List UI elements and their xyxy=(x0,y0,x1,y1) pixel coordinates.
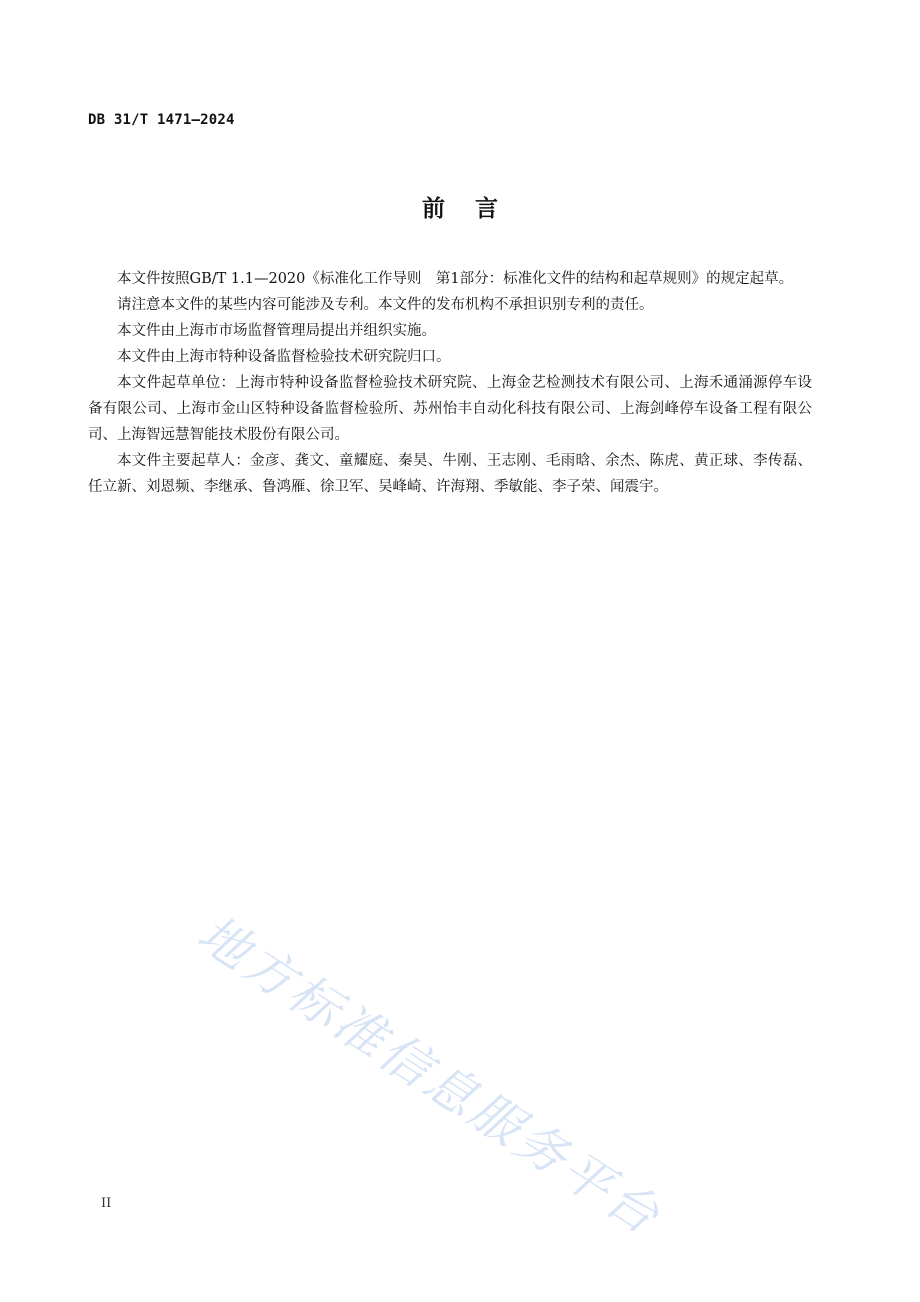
section-title: 前言 xyxy=(422,196,528,222)
paragraph-patent-notice: 请注意本文件的某些内容可能涉及专利。本文件的发布机构不承担识别专利的责任。 xyxy=(117,297,654,313)
watermark: 地方标准信息服务平台 xyxy=(187,904,672,1247)
paragraph-drafting-rules: 本文件按照GB/T 1.1—2020《标准化工作导则 第1部分：标准化文件的结构和起草规则》的规定起草。 xyxy=(117,271,794,287)
paragraph-drafting-units: 本文件起草单位：上海市特种设备监督检验技术研究院、上海金艺检测技术有限公司、上海禾通涌源停车设备有限公司、上海市金山区特种设备监督检验所、苏州怡丰自动化科技有限公司、上海剑峰停车设备工程有限公司、上海智远慧智能技术股份有限公司。 xyxy=(88,375,812,443)
document-code: DB 31/T 1471—2024 xyxy=(88,112,235,128)
paragraph-proposer: 本文件由上海市市场监督管理局提出并组织实施。 xyxy=(117,323,436,339)
page-number: II xyxy=(101,1196,112,1211)
paragraph-centralized-unit: 本文件由上海市特种设备监督检验技术研究院归口。 xyxy=(117,349,451,365)
paragraph-drafters: 本文件主要起草人：金彦、龚文、童耀庭、秦昊、牛刚、王志刚、毛雨晗、余杰、陈虎、黄正球、李传磊、任立新、刘恩频、李继承、鲁鸿雁、徐卫军、吴峰崎、许海翔、季敏能、李子荣、闻震宇。 xyxy=(88,453,812,495)
foreword-content xyxy=(88,266,812,500)
